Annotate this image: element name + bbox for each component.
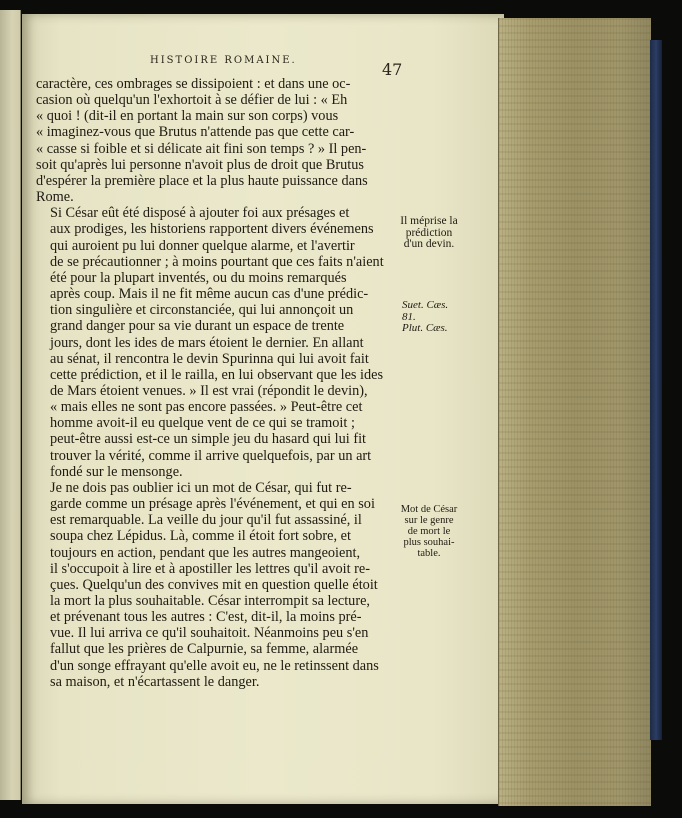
text-line: après coup. Mais il ne fit même aucun cas d'une prédic- xyxy=(50,286,369,303)
text-line: vue. Il lui arriva ce qu'il souhaitoit. Néanmoins peu s'en xyxy=(50,625,369,642)
text-line: soit qu'après lui personne n'avoit plus de droit que Brutus xyxy=(36,156,364,173)
running-head: HISTOIRE ROMAINE. xyxy=(150,55,297,66)
margin-note-line: Suet. Cæs. xyxy=(402,299,449,311)
text-line: « quoi ! (dit-il en portant la main sur son corps) vous xyxy=(36,108,339,125)
text-line: peut-être aussi est-ce un simple jeu du hasard qui lui fit xyxy=(50,431,367,448)
text-line: tion singulière et circonstanciée, qui lui annonçoit un xyxy=(50,302,354,319)
margin-note-line: d'un devin. xyxy=(403,238,455,250)
text-line: Si César eût été disposé à ajouter foi aux présages et xyxy=(50,205,350,222)
margin-note-prediction xyxy=(398,216,460,251)
text-line: la mort la plus souhaitable. César interrompit sa lecture, xyxy=(50,593,370,609)
margin-note-line: table. xyxy=(417,548,441,559)
cover-binding xyxy=(650,40,662,740)
text-line: « casse si foible et si délicate ait fini son temps ? » Il pen- xyxy=(36,140,367,157)
text-line: d'un songe effrayant qu'elle avoit eu, ne le retinssent dans xyxy=(50,657,379,674)
text-line: caractère, ces ombrages se dissipoient : et dans une oc- xyxy=(36,76,351,92)
text-line: aux prodiges, les historiens rapportent divers événemens xyxy=(50,221,374,238)
text-line: fallut que les prières de Calpurnie, sa femme, alarmée xyxy=(50,641,359,658)
text-line: été pour la plupart inventés, ou du moins remarqués xyxy=(50,269,347,286)
text-line: toujours en action, pendant que les autres mangeoient, xyxy=(50,544,361,561)
text-line: casion où quelqu'un l'exhortoit à se défier de lui : « Eh xyxy=(36,92,348,109)
text-line: homme avoit-il eu quelque vent de ce qui se tramoit ; xyxy=(50,415,355,432)
text-line: cette prédiction, et il le railla, en lui observant que les ides xyxy=(50,366,384,383)
text-line: grand danger pour sa vie durant un espace de trente xyxy=(50,318,345,335)
text-line: de Mars étoient venues. » Il est vrai (répondit le devin), xyxy=(50,382,368,399)
text-line: de se précautionner ; à moins pourtant que ces faits n'aient xyxy=(50,253,384,270)
page-number: 47 xyxy=(382,60,403,79)
text-line: d'espérer la première place et la plus haute puissance dans xyxy=(36,172,368,189)
margin-note-caesar-saying xyxy=(398,504,460,559)
text-line: est remarquable. La veille du jour qu'il fut assassiné, il xyxy=(50,512,362,529)
margin-note-line: Plut. Cæs. xyxy=(402,322,448,334)
margin-note-sources xyxy=(402,300,460,335)
margin-note-line: prédiction xyxy=(405,226,453,239)
paragraph-1 xyxy=(36,76,396,205)
margin-note-line: 81. xyxy=(402,310,416,323)
facing-page-edge xyxy=(0,10,21,800)
text-line: Rome. xyxy=(36,189,74,206)
text-line: « mais elles ne sont pas encore passées. » Peut-être cet xyxy=(50,399,363,416)
text-line: fondé sur le mensonge. xyxy=(50,463,183,480)
text-line: Je ne dois pas oublier ici un mot de César, qui fut re- xyxy=(50,479,352,496)
text-line: « imaginez-vous que Brutus n'attende pas que cette car- xyxy=(36,124,355,141)
body-text xyxy=(36,76,396,690)
margin-note-line: Il méprise la xyxy=(400,215,458,227)
text-line: et prévenant tous les autres : C'est, dit-il, la moins pré- xyxy=(50,609,362,626)
paragraph-3 xyxy=(36,480,396,690)
text-line: soupa chez Lépidus. Là, comme il étoit fort sobre, et xyxy=(50,528,351,545)
text-line: qui auroient pu lui donner quelque alarme, et l'avertir xyxy=(50,237,355,254)
text-line: trouver la vérité, comme il arrive quelquefois, par un art xyxy=(50,447,372,464)
text-line: au sénat, il rencontra le devin Spurinna qui lui avoit fait xyxy=(50,350,369,367)
margin-note-line: Mot de César xyxy=(400,504,458,515)
text-line: il s'occupoit à lire et à apostiller les lettres qu'il avoit re- xyxy=(50,560,370,577)
text-line: sa maison, et n'écartassent le danger. xyxy=(50,673,260,690)
text-line: jours, dont les ides de mars étoient le dernier. En allant xyxy=(50,334,364,351)
text-line: garde comme un présage après l'événement, et qui en soi xyxy=(50,496,375,513)
page-edges xyxy=(498,18,651,806)
paragraph-2 xyxy=(36,205,396,480)
margin-note-line: de mort le xyxy=(407,526,451,537)
text-line: çues. Quelqu'un des convives mit en question quelle étoit xyxy=(50,576,378,593)
margin-note-line: sur le genre xyxy=(404,515,454,526)
margin-note-line: plus souhai- xyxy=(403,537,455,548)
